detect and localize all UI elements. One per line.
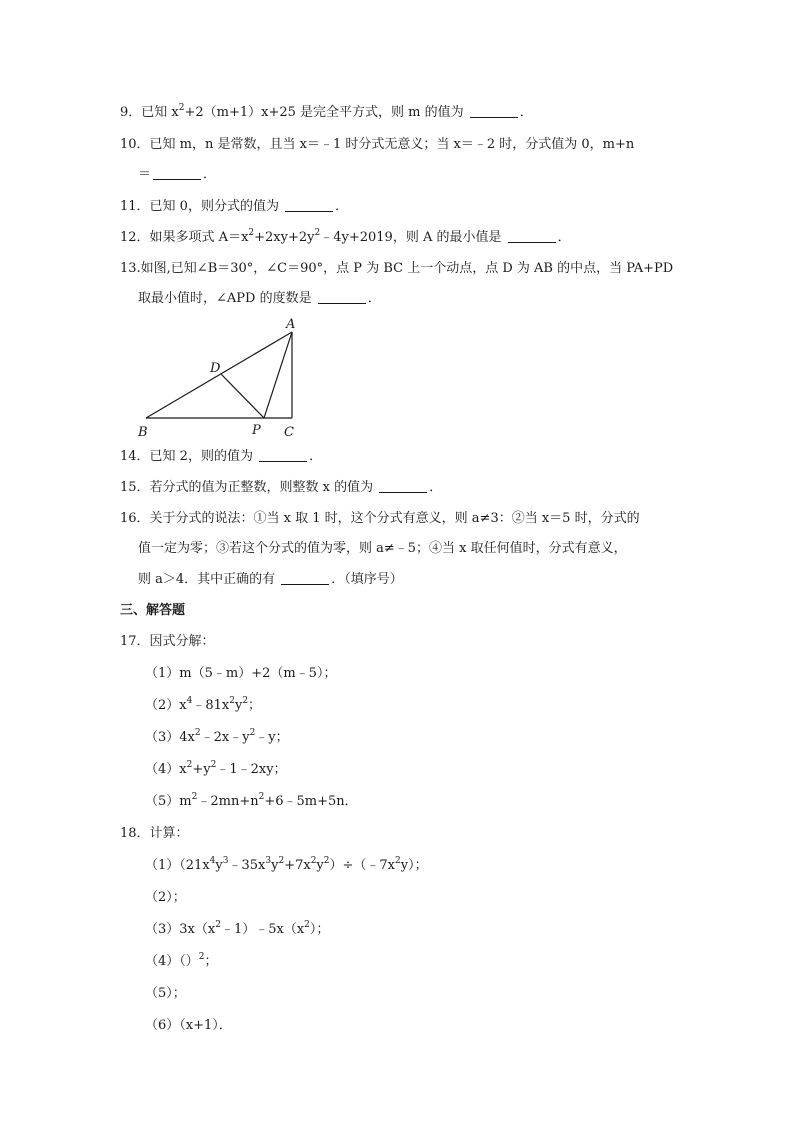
question-18-item-2: （2）； (145, 890, 186, 905)
question-18-title: 18．计算： (120, 826, 189, 841)
answer-blank[interactable] (153, 167, 201, 180)
answer-blank[interactable] (379, 480, 427, 493)
question-14: 14．已知 2，则的值为 ． (120, 449, 323, 464)
label-c: C (284, 425, 294, 440)
label-p: P (252, 423, 261, 438)
question-15: 15．若分式的值为正整数，则整数 x 的值为 ． (120, 480, 443, 495)
triangle-figure (136, 314, 306, 444)
answer-blank[interactable] (285, 199, 333, 212)
question-17-item-2: $(2)x^4﹣81x^2y^2$； (145, 696, 262, 713)
label-a: A (286, 317, 296, 332)
question-13-line-1: 13.如图,已知∠B＝30°，∠C＝90°，点 P 为 BC 上一个动点，点 D 为 AB 的中点，当 PA+PD (120, 261, 674, 276)
question-17-title: 17．因式分解： (120, 634, 215, 649)
segment-dp (221, 374, 264, 418)
answer-blank[interactable] (470, 105, 518, 118)
question-17-item-1: （1）m（5﹣m）+2（m﹣5）； (145, 666, 337, 681)
question-10-line-2: ＝ ． (138, 167, 217, 182)
answer-blank[interactable] (259, 449, 307, 462)
label-d: D (210, 361, 221, 376)
question-13-line-2: 取最小值时，∠APD 的度数是 ． (138, 291, 381, 306)
question-16-line-3: 则 a＞4．其中正确的有 ．（填序号） (138, 572, 403, 587)
question-18-item-4: （4）（）$^2$； (145, 952, 218, 969)
question-16-line-2: 值一定为零；③若这个分式的值为零，则 a≠﹣5；④当 x 取任何值时，分式有意义， (138, 541, 627, 556)
answer-blank[interactable] (318, 291, 366, 304)
question-16-line-1: 16．关于分式的说法：①当 x 取 1 时，这个分式有意义，则 a≠3：②当 x＝5 时，分式的 (120, 511, 640, 526)
answer-blank[interactable] (508, 230, 556, 243)
question-18-item-3: $(3)3x(x^2﹣1)﹣5x(x^2)$； (145, 920, 330, 937)
question-10-line-1: 10．已知 m，n 是常数，且当 x＝﹣1 时分式无意义；当 x＝﹣2 时，分式值为 0，m+n (120, 137, 635, 152)
question-18-item-5: （5）； (145, 986, 186, 1001)
label-b: B (138, 425, 148, 440)
question-9: 9．已知 $x^2+2(m+1)x+25$ 是完全平方式，则 m 的值为 ． (120, 103, 533, 120)
question-17-item-5: $(5)m^2﹣2mn+n^2+6﹣5m+5n$． (145, 792, 358, 809)
answer-blank[interactable] (281, 572, 329, 585)
question-17-item-3: $(3)4x^2﹣2x﹣y^2﹣y$； (145, 728, 289, 745)
question-11: 11．已知 0，则分式的值为 ． (120, 199, 349, 214)
question-18-item-6: （6）（x+1）． (145, 1018, 232, 1033)
question-12: 12．如果多项式 $A=x^2+2xy+2y^2﹣4y+2019$，则 A 的最小值是 ． (120, 228, 571, 245)
question-17-item-4: $(4)x^2+y^2﹣1﹣2xy$； (145, 760, 287, 777)
section-heading: 三、解答题 (120, 603, 186, 618)
question-18-item-1: $(1)(21x^4y^3﹣35x^3y^2+7x^2y^2)\div(﹣7x^2y)$； (145, 856, 428, 873)
segment-ap (264, 332, 292, 418)
